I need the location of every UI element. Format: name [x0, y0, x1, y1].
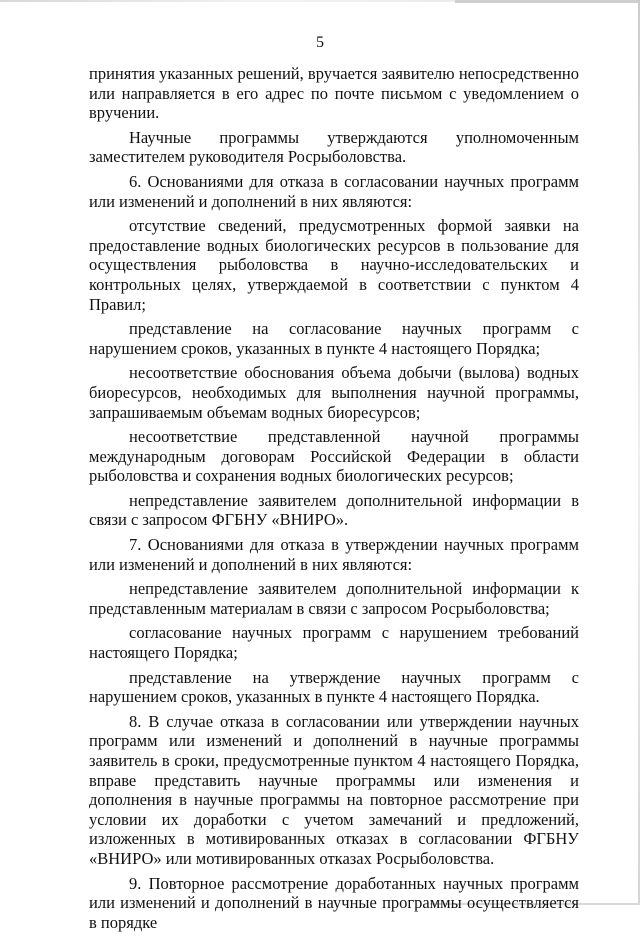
document-body: [89, 64, 579, 937]
paragraph-clause-7-item-2: согласование научных программ с нарушением требований настоящего Порядка;: [89, 623, 579, 663]
paragraph-clause-7: 7. Основаниями для отказа в утверждении научных программ или изменений и дополнений в них являются:: [89, 535, 579, 574]
paragraph-clause-6-item-3: несоответствие обоснования объема добычи (вылова) водных биоресурсов, необходимых для выполнения научной программы, запрашиваемым объемам водных биоресурсов;: [89, 363, 579, 422]
paragraph-clause-6-item-2: представление на согласование научных программ с нарушением сроков, указанных в пункте 4 настоящего Порядка;: [89, 319, 579, 358]
paragraph-approval: Научные программы утверждаются уполномоченным заместителем руководителя Росрыболовства.: [89, 127, 579, 167]
paragraph-clause-8: 8. В случае отказа в согласовании или утверждении научных программ или изменений и дополнений в научные программы заявитель в сроки, предусмотренные пунктом 4 настоящего Порядка, вправе представить научные программы или изменения и дополнения в научные программы на повторное рассмотрение при условии их доработки с учетом замечаний и предложений, изложенных в мотивированных отказах в согласовании ФГБНУ «ВНИРО» или мотивированных отказах Росрыболовства.: [89, 711, 579, 868]
paragraph-clause-6: 6. Основаниями для отказа в согласовании научных программ или изменений и дополнений в них являются:: [89, 171, 579, 211]
scan-edge-top-right: [455, 0, 640, 3]
paragraph-continuation: принятия указанных решений, вручается заявителю непосредственно или направляется в его адрес по почте письмом с уведомлением о вручении.: [89, 64, 579, 123]
paragraph-clause-6-item-1: отсутствие сведений, предусмотренных формой заявки на предоставление водных биологических ресурсов в пользование для осуществления рыболовства в научно-исследовательских и контрольных целях, утверждаемой в соответствии с пунктом 4 Правил;: [89, 216, 579, 314]
page-number: 5: [316, 34, 324, 51]
paragraph-clause-7-item-1: непредставление заявителем дополнительной информации к представленным материалам в связи с запросом Росрыболовства;: [89, 579, 579, 618]
paragraph-clause-9: 9. Повторное рассмотрение доработанных научных программ или изменений и дополнений в научные программы осуществляется в порядке: [89, 873, 579, 932]
paragraph-clause-6-item-4: несоответствие представленной научной программы международным договорам Российской Федерации в области рыболовства и сохранения водных биологических ресурсов;: [89, 427, 579, 486]
paragraph-clause-6-item-5: непредставление заявителем дополнительной информации в связи с запросом ФГБНУ «ВНИРО».: [89, 490, 579, 530]
paragraph-clause-7-item-3: представление на утверждение научных программ с нарушением сроков, указанных в пункте 4 настоящего Порядка.: [89, 667, 579, 707]
